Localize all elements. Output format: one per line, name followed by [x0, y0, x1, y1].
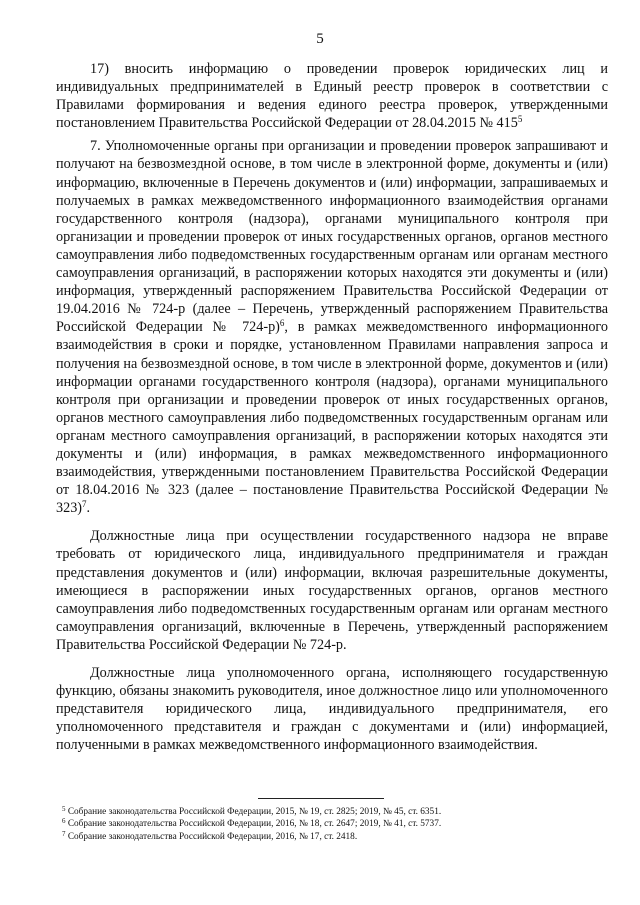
document-body — [56, 60, 608, 759]
paragraph-text: , в рамках межведомственного информационного взаимодействия в сроки и порядке, установленном Правилами направления запроса и получения на безвозмездной основе, в том числе в электронной форме, документов и (или) информации органами государственного контроля (надзора), органами муниципального контроля при организации и проведении проверок от иных государственных органов, органов местного самоуправления либо подведомственных государственным органам или органам местного самоуправления организаций, в распоряжении которых находятся эти документы и (или) информация, в рамках межведомственного информационного взаимодействия, утвержденными постановлением Правительства Российской Федерации от 18.04.2016 № 323 (далее – постановление Правительства Российской Федерации № 323) — [56, 319, 608, 517]
paragraph-end: . — [86, 500, 91, 517]
footnote-text: Собрание законодательства Российской Федерации, 2016, № 18, ст. 2647; 2019, № 41, ст. 5737. — [67, 819, 442, 830]
page-number: 5 — [316, 31, 324, 47]
paragraph-officials-prohibition: Должностные лица при осуществлении государственного надзора не вправе требовать от юридического лица, индивидуального предпринимателя и граждан представления документов и (или) информации, включая разрешительные документы, имеющиеся в распоряжении иных государственных органов, органов местного самоуправления либо подведомственных государственным органам или органам местного самоуправления организаций, включенные в Перечень, утвержденный распоряжением Правительства Российской Федерации № 724-р. — [56, 528, 608, 653]
paragraph-item-17 — [56, 60, 608, 132]
footnote-item — [62, 831, 622, 843]
footnote-number: 6 — [62, 817, 66, 826]
footnote-ref[interactable]: 7 — [82, 499, 87, 510]
footnote-number: 5 — [62, 805, 66, 813]
footnote-number: 7 — [62, 829, 66, 838]
paragraph-text: 7. Уполномоченные органы при организации и проведении проверок запрашивают и получают на безвозмездной основе, в том числе в электронной форме, документы и (или) информацию, включенные в Перечень документов и (или) информации, запрашиваемых и получаемых в рамках межведомственного информационного взаимодействия органами государственного контроля (надзора), органами муниципального контроля при организации и проведении проверок от иных государственных органов, органов местного самоуправления либо подведомственных государственным органам или органам местного самоуправления организаций, в распоряжении которых находятся эти документы и (или) информация, утвержденный распоряжением Правительства Российской Федерации от 19.04.2016 № 724-р (далее – Перечень, утвержденный распоряжением Правительства Российской Федерации № 724-р) — [56, 138, 608, 336]
footnote-item — [62, 818, 622, 830]
footnote-divider — [258, 798, 384, 799]
footnote-ref[interactable]: 5 — [517, 114, 523, 125]
footnote-text: Собрание законодательства Российской Федерации, 2015, № 19, ст. 2825; 2019, № 45, ст. 6351. — [67, 807, 442, 817]
paragraph-section-7 — [56, 137, 608, 517]
paragraph-text: 17) вносить информацию о проведении проверок юридических лиц и индивидуальных предпринимателей в Единый реестр проверок в соответствии с Правилами формирования и ведения единого реестра проверок, утвержденными постановлением Правительства Российской Федерации от 28.04.2015 № 415 — [56, 61, 608, 132]
footnotes — [62, 806, 622, 843]
footnote-ref[interactable]: 6 — [279, 318, 285, 329]
footnote-item — [62, 806, 622, 818]
paragraph-officials-obligation: Должностные лица уполномоченного органа, исполняющего государственную функцию, обязаны знакомить руководителя, иное должностное лицо или уполномоченного представителя юридического лица, индивидуального предпринимателя, его уполномоченного представителя и граждан с документами и (или) информацией, полученными в рамках межведомственного информационного взаимодействия. — [56, 665, 608, 754]
footnote-text: Собрание законодательства Российской Федерации, 2016, № 17, ст. 2418. — [67, 831, 358, 842]
